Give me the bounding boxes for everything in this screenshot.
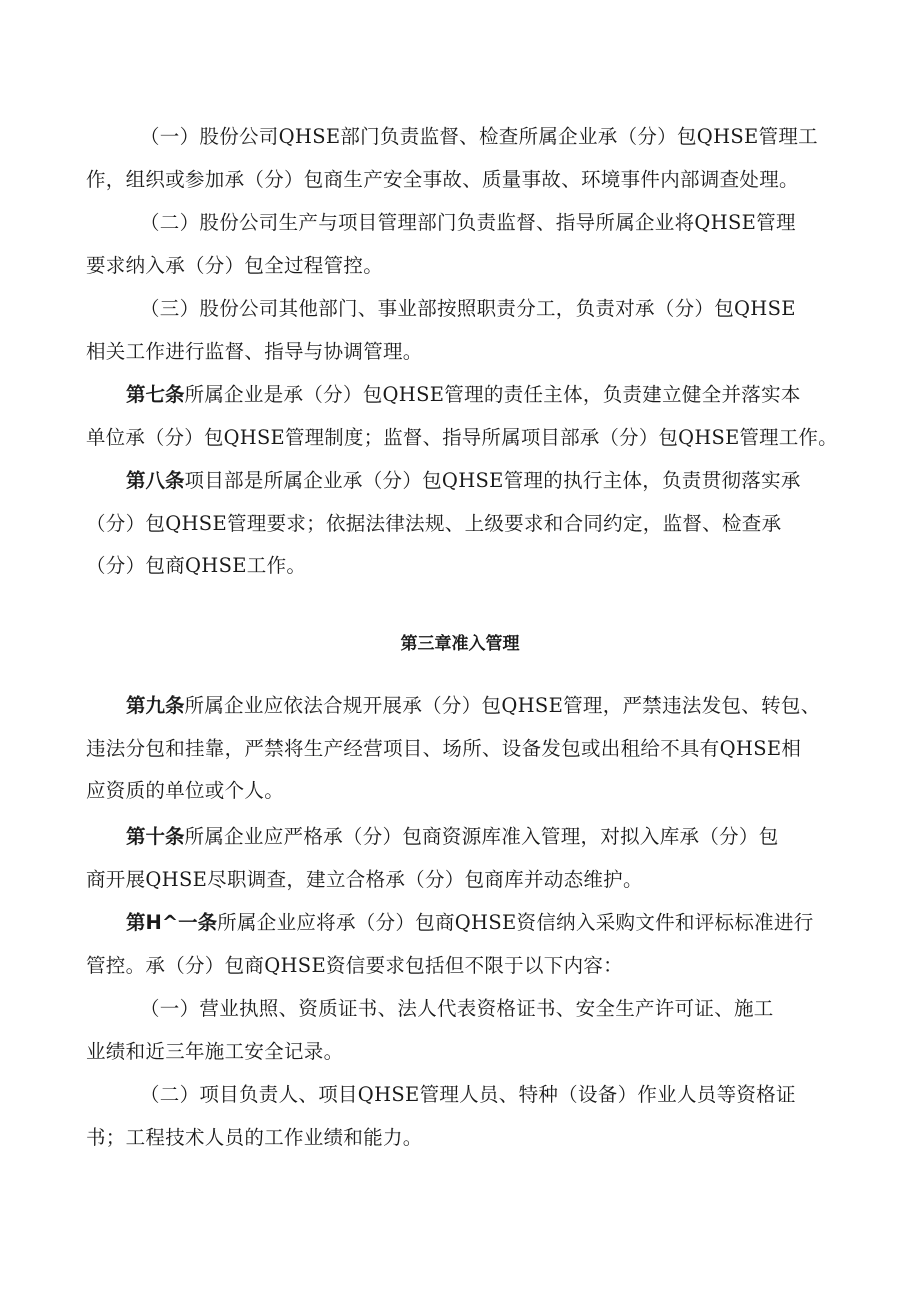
article-10 [86,816,842,901]
text-line: （分）包QHSE管理要求；依据法律法规、上级要求和合同约定，监督、检查承 [86,511,782,535]
chapter-title: 第三章准入管理 [400,634,520,654]
text-line: 要求纳入承（分）包全过程管控。 [86,253,384,277]
article-text: 所属企业是承（分）包QHSE管理的责任主体，负责建立健全并落实本 [184,383,801,406]
article-label: 第H^一条 [126,911,218,934]
text-line: 商开展QHSE尽职调查，建立合格承（分）包商库并动态维护。 [86,867,643,891]
text-line: （分）包商QHSE工作。 [86,554,307,577]
article-label: 第十条 [126,825,185,848]
article-text: 项目部是所属企业承（分）包QHSE管理的执行主体，负责贯彻落实承 [184,469,801,492]
text-line: （三）股份公司其他部门、事业部按照职责分工，负责对承（分）包QHSE [140,297,796,320]
text-line: 相关工作进行监督、指导与协调管理。 [86,339,423,363]
paragraph-item-11-2 [86,1074,842,1159]
article-label: 第七条 [126,383,185,406]
paragraph-item-2 [86,202,842,287]
article-label: 第九条 [126,694,185,717]
text-line [86,816,842,859]
text-line: 应资质的单位或个人。 [86,779,285,802]
article-text: 所属企业应将承（分）包商QHSE资信纳入采购文件和评标标准进行 [217,911,814,934]
text-line: （二）项目负责人、项目QHSE管理人员、特种（设备）作业人员等资格证 [140,1083,796,1106]
text-line: 业绩和近三年施工安全记录。 [86,1039,344,1063]
text-line: 作，组织或参加承（分）包商生产安全事故、质量事故、环境事件内部调查处理。 [86,167,799,191]
article-9 [86,685,842,813]
text-line [86,460,842,503]
paragraph-item-3 [86,288,842,373]
text-line: 书；工程技术人员的工作业绩和能力。 [86,1125,423,1149]
text-line [86,374,842,417]
article-11 [86,902,842,987]
article-text: 所属企业应依法合规开展承（分）包QHSE管理，严禁违法发包、转包、 [184,694,821,717]
text-line: 违法分包和挂靠，严禁将生产经营项目、场所、设备发包或出租给不具有QHSE相 [86,736,802,760]
text-line: （二）股份公司生产与项目管理部门负责监督、指导所属企业将QHSE管理 [140,211,796,234]
paragraph-item-1 [86,116,842,201]
text-line [86,685,842,728]
article-8 [86,460,842,588]
article-text: 所属企业应严格承（分）包商资源库准入管理，对拟入库承（分）包 [184,825,779,848]
text-line [86,902,842,945]
text-line: 管控。承（分）包商QHSE资信要求包括但不限于以下内容： [86,953,623,977]
text-line: （一）股份公司QHSE部门负责监督、检查所属企业承（分）包QHSE管理工 [140,125,818,148]
text-line: （一）营业执照、资质证书、法人代表资格证书、安全生产许可证、施工 [140,997,774,1020]
paragraph-item-11-1 [86,988,842,1073]
article-label: 第八条 [126,469,185,492]
text-line: 单位承（分）包QHSE管理制度；监督、指导所属项目部承（分）包QHSE管理工作。 [86,425,838,449]
article-7 [86,374,842,459]
